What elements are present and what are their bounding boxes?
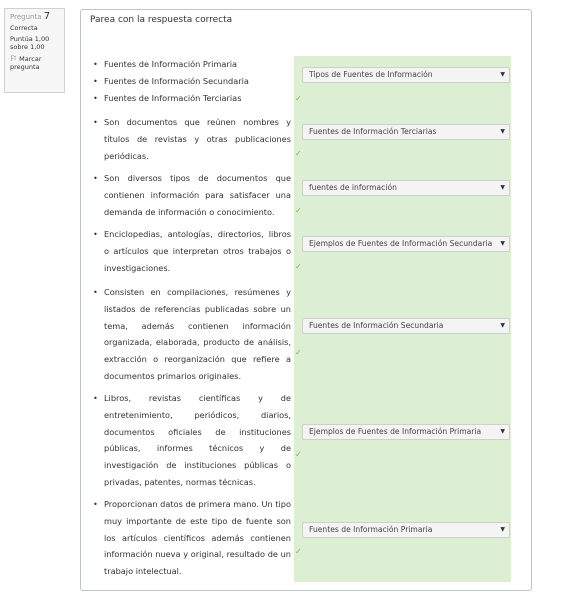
chevron-down-icon: ▼ bbox=[500, 184, 505, 191]
flag-icon: ⚐ bbox=[10, 54, 18, 63]
list-item: • Fuentes de Información Secundaria bbox=[91, 73, 291, 90]
answer-select-7[interactable]: Fuentes de Información Primaria ▼ bbox=[302, 522, 510, 538]
list-item: • Fuentes de Información Terciarias bbox=[91, 90, 291, 107]
chevron-down-icon: ▼ bbox=[500, 428, 505, 435]
match-row-2 bbox=[91, 114, 291, 164]
question-item-text: • Proporcionan datos de primera mano. Un tipo muy importante de este tipo de fuente son los artículos científicos además contienen información nueva y original, resultado de un trabajo intelectual. bbox=[91, 496, 291, 580]
check-icon: ✓ bbox=[295, 547, 302, 556]
check-icon: ✓ bbox=[295, 450, 302, 459]
match-row-3 bbox=[91, 170, 291, 220]
question-text: Parea con la respuesta correcta bbox=[90, 15, 233, 25]
answer-select-3[interactable]: fuentes de información ▼ bbox=[302, 180, 510, 196]
list-item: • Fuentes de Información Primaria bbox=[91, 56, 291, 73]
question-item-text: • Son diversos tipos de documentos que contienen información para satisfacer una demanda de información o conocimiento. bbox=[91, 170, 291, 220]
question-info-panel bbox=[4, 8, 65, 93]
answer-select-5[interactable]: Fuentes de Información Secundaria ▼ bbox=[302, 318, 510, 334]
check-icon: ✓ bbox=[295, 262, 302, 271]
chevron-down-icon: ▼ bbox=[500, 128, 505, 135]
question-item-text: • Consisten en compilaciones, resúmenes y listados de referencias publicadas sobre un tema, además contienen información organizada, elaborada, producto de análisis, extracción o reorganización que refiere a documentos primarios originales. bbox=[91, 284, 291, 385]
question-item-text: • Enciclopedias, antologías, directorios, libros o artículos que interpretan otros trabajos o investigaciones. bbox=[91, 226, 291, 276]
check-icon: ✓ bbox=[295, 206, 302, 215]
question-grade: Puntúa 1,00 sobre 1,00 bbox=[10, 35, 50, 51]
check-icon: ✓ bbox=[295, 348, 302, 357]
chevron-down-icon: ▼ bbox=[500, 71, 505, 78]
match-row-1 bbox=[91, 56, 291, 106]
answer-select-6[interactable]: Ejemplos de Fuentes de Información Primaria ▼ bbox=[302, 424, 510, 440]
question-content bbox=[80, 9, 532, 591]
flag-question-link[interactable]: ⚐ Marcar pregunta bbox=[10, 54, 42, 71]
check-icon: ✓ bbox=[295, 94, 302, 103]
question-item-text: • Libros, revistas científicas y de entretenimiento, periódicos, diarios, documentos oficiales de instituciones públicas, informes técnicos y de investigación de instituciones públicas o privadas, patentes, normas técnicas. bbox=[91, 390, 291, 491]
answer-select-1[interactable]: Tipos de Fuentes de Información ▼ bbox=[302, 67, 510, 83]
chevron-down-icon: ▼ bbox=[500, 240, 505, 247]
question-state: Correcta bbox=[10, 24, 38, 32]
match-row-7 bbox=[91, 496, 291, 580]
chevron-down-icon: ▼ bbox=[500, 526, 505, 533]
match-row-4 bbox=[91, 226, 291, 276]
match-row-5 bbox=[91, 284, 291, 385]
match-row-6 bbox=[91, 390, 291, 491]
check-icon: ✓ bbox=[295, 149, 302, 158]
question-number: Pregunta 7 bbox=[10, 11, 51, 22]
question-item-text: • Son documentos que reúnen nombres y títulos de revistas y otras publicaciones periódicas. bbox=[91, 114, 291, 164]
answer-select-4[interactable]: Ejemplos de Fuentes de Información Secundaria ▼ bbox=[302, 236, 510, 252]
answer-select-2[interactable]: Fuentes de Información Terciarias ▼ bbox=[302, 124, 510, 140]
chevron-down-icon: ▼ bbox=[500, 322, 505, 329]
